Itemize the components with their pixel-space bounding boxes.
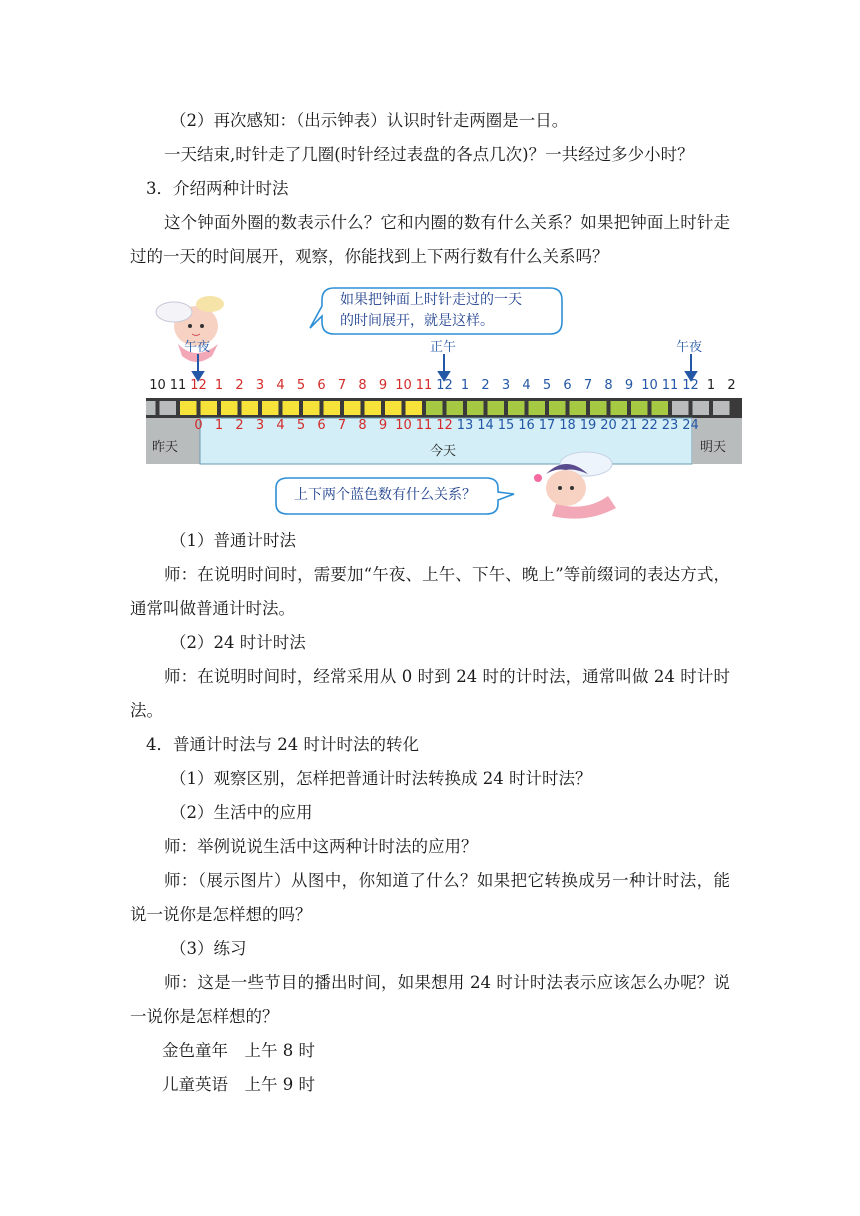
label-yesterday: 昨天 <box>152 440 179 455</box>
top-number: 7 <box>583 378 593 393</box>
bottom-number: 17 <box>538 418 556 433</box>
top-number: 12 <box>436 378 453 393</box>
heading-section-4: 4．普通计时法与 24 时计时法的转化 <box>146 735 419 754</box>
heading-practice: （3）练习 <box>170 939 247 958</box>
top-number: 1 <box>706 378 716 393</box>
timeline-cell <box>221 401 238 415</box>
bottom-number: 13 <box>456 418 474 433</box>
top-number: 2 <box>727 378 736 393</box>
bottom-number: 8 <box>358 418 367 433</box>
para-normal-method: 师：在说明时间时，需要加“午夜、上午、下午、晚上”等前缀词的表达方式，通常叫做普通计时法。 <box>130 565 730 618</box>
bottom-number: 0 <box>194 418 203 433</box>
para-question-day: 一天结束,时针走了几圈(时针经过表盘的各点几次)？一共经过多少小时？ <box>164 145 694 164</box>
timeline-cell <box>529 401 546 415</box>
top-number: 5 <box>542 378 552 393</box>
timeline-cell <box>365 401 382 415</box>
bottom-number: 16 <box>518 418 535 433</box>
top-number: 1 <box>460 378 470 393</box>
top-number: 11 <box>415 378 433 393</box>
timeline-cell <box>611 401 628 415</box>
bottom-number: 5 <box>296 418 306 433</box>
top-number: 3 <box>501 378 511 393</box>
bottom-number: 2 <box>235 418 244 433</box>
timeline-cell <box>631 401 648 415</box>
top-number: 6 <box>317 378 326 393</box>
timeline-cell <box>242 401 259 415</box>
timeline-cell <box>652 401 669 415</box>
bottom-number: 11 <box>415 418 433 433</box>
program-kids-english: 儿童英语 上午 9 时 <box>162 1075 315 1094</box>
top-number: 6 <box>563 378 572 393</box>
timeline-cell <box>713 401 730 415</box>
bubble-top-line-1: 如果把钟面上时针走过的一天 <box>340 292 522 308</box>
timeline-cell <box>324 401 341 415</box>
timeline-cell <box>344 401 361 415</box>
top-number: 9 <box>378 378 388 393</box>
top-number: 11 <box>661 378 679 393</box>
label-tomorrow: 明天 <box>700 440 727 455</box>
para-clock-question: 这个钟面外圈的数表示什么？它和内圈的数有什么关系？如果把钟面上时针走过的一天的时间展开，观察，你能找到上下两行数有什么关系吗？ <box>130 213 730 266</box>
marker-arrows <box>193 354 696 380</box>
bottom-number: 4 <box>276 418 285 433</box>
timeline-cell <box>570 401 587 415</box>
bottom-number: 22 <box>641 418 658 433</box>
marker-label-midnight-end: 午夜 <box>676 340 703 355</box>
timeline-cell <box>508 401 525 415</box>
timeline-cell <box>160 401 177 415</box>
timeline-cell <box>672 401 689 415</box>
top-number: 10 <box>149 378 166 393</box>
timeline-cell <box>146 401 156 415</box>
bottom-number: 15 <box>497 418 515 433</box>
para-program-times: 师：这是一些节目的播出时间，如果想用 24 时计时法表示应该怎么办呢？说一说你是怎样想的？ <box>130 973 730 1026</box>
timeline-cell <box>467 401 484 415</box>
bottom-number: 21 <box>620 418 638 433</box>
marker-label-noon: 正午 <box>430 340 457 355</box>
bottom-number: 1 <box>214 418 224 433</box>
timeline-cell <box>488 401 505 415</box>
top-number: 2 <box>481 378 490 393</box>
heading-24h-method: （2）24 时计时法 <box>170 633 306 652</box>
program-golden-childhood: 金色童年 上午 8 时 <box>162 1041 315 1060</box>
top-number: 12 <box>190 378 207 393</box>
timeline-cell <box>201 401 218 415</box>
bottom-number: 18 <box>559 418 576 433</box>
timeline-cell <box>426 401 443 415</box>
timeline-cell <box>447 401 464 415</box>
timeline-cell <box>406 401 423 415</box>
bottom-number: 19 <box>579 418 597 433</box>
heading-normal-method: （1）普通计时法 <box>170 531 296 550</box>
timeline-cell <box>262 401 279 415</box>
bottom-number: 12 <box>436 418 453 433</box>
timeline-figure <box>146 282 742 522</box>
top-number: 8 <box>358 378 367 393</box>
para-show-picture: 师：（展示图片）从图中，你知道了什么？如果把它转换成另一种计时法，能说一说你是怎样想的吗？ <box>130 871 730 924</box>
heading-section-3: 3．介绍两种计时法 <box>146 179 289 198</box>
top-number: 10 <box>395 378 412 393</box>
para-sub2-perceive: （2）再次感知：（出示钟表）认识时针走两圈是一日。 <box>170 111 569 130</box>
top-number: 11 <box>169 378 187 393</box>
bottom-number: 14 <box>477 418 494 433</box>
bubble-bottom-text: 上下两个蓝色数有什么关系？ <box>294 487 476 503</box>
timeline-cell <box>549 401 566 415</box>
para-observe-difference: （1）观察区别，怎样把普通计时法转换成 24 时计时法？ <box>170 769 592 788</box>
bottom-number: 10 <box>395 418 412 433</box>
top-number: 3 <box>255 378 265 393</box>
bottom-number: 3 <box>255 418 265 433</box>
timeline-cell <box>693 401 710 415</box>
para-24h-method: 师：在说明时间时，经常采用从 0 时到 24 时的计时法，通常叫做 24 时计时法。 <box>130 667 730 720</box>
top-number: 4 <box>276 378 285 393</box>
bottom-number: 23 <box>661 418 679 433</box>
timeline-cell <box>590 401 607 415</box>
bubble-top-line-2: 的时间展开，就是这样。 <box>340 313 494 329</box>
top-number: 7 <box>337 378 347 393</box>
para-examples: 师：举例说说生活中这两种计时法的应用？ <box>164 837 478 856</box>
top-number: 10 <box>641 378 658 393</box>
top-number: 9 <box>624 378 634 393</box>
marker-label-midnight-start: 午夜 <box>184 340 211 355</box>
top-number: 8 <box>604 378 613 393</box>
label-today: 今天 <box>430 444 457 459</box>
heading-life-application: （2）生活中的应用 <box>170 803 313 822</box>
top-number: 5 <box>296 378 306 393</box>
timeline-cell <box>283 401 300 415</box>
top-number: 1 <box>214 378 224 393</box>
bottom-number: 7 <box>337 418 347 433</box>
bottom-number: 20 <box>600 418 617 433</box>
bottom-number: 24 <box>682 418 699 433</box>
timeline-cell <box>385 401 402 415</box>
timeline-cells <box>146 401 730 415</box>
top-number: 12 <box>682 378 699 393</box>
timeline-cell <box>303 401 320 415</box>
bottom-number: 6 <box>317 418 326 433</box>
top-number: 2 <box>235 378 244 393</box>
timeline-cell <box>180 401 197 415</box>
bottom-number: 9 <box>378 418 388 433</box>
top-number: 4 <box>522 378 531 393</box>
